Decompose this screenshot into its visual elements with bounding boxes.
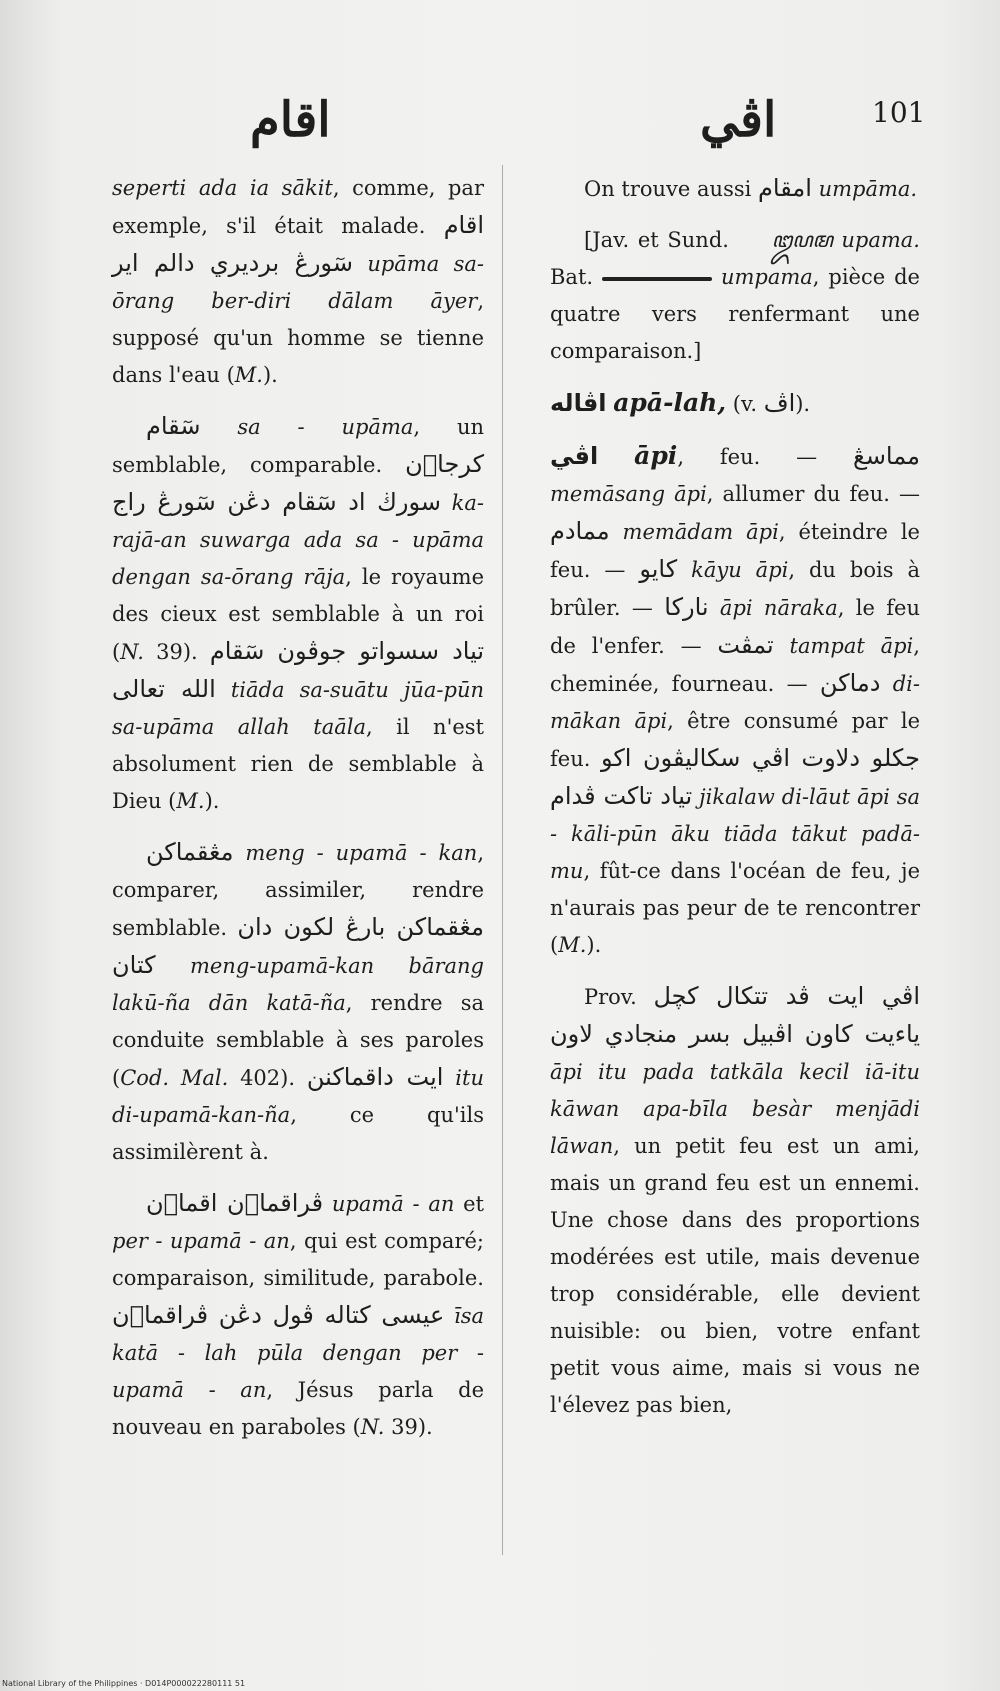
text: et	[454, 1192, 484, 1216]
page-number: 101	[872, 96, 926, 129]
source-abbrev: M.	[558, 933, 587, 957]
arabic-text: تمڤت	[717, 631, 774, 659]
text: ).	[586, 933, 602, 957]
text: , un semblable, comparable.	[112, 415, 484, 477]
left-column	[112, 170, 484, 1460]
italic-text: āpi nāraka	[719, 596, 838, 620]
scan-footer: National Library of the Philippines · D014P000022280111 51	[2, 1679, 246, 1688]
arabic-text: دماكن	[819, 669, 881, 697]
entry-paragraph	[112, 1185, 484, 1446]
source-abbrev: M.	[234, 363, 263, 387]
text: , qui est comparé; comparaison, similitude, parabole.	[112, 1229, 484, 1290]
italic-text: tiāda sa-suātu jūa-pūn sa-upāma allah taāla	[112, 678, 484, 739]
source-abbrev: Cod. Mal.	[120, 1066, 229, 1090]
italic-text: jikalaw di-lāut āpi sa - kāli-pūn āku tiāda tākut padā-mu	[550, 785, 920, 883]
headword: apā-lah,	[613, 388, 727, 417]
italic-text: per - upamā - an	[112, 1229, 290, 1253]
arabic-text: اڤي ايت ڤد تتكال كچل ياءيت كاون اڤبيل بسر منجادي لاون	[550, 982, 920, 1048]
italic-text: ka-rajā-an suwarga ada sa - upāma dengan sa-ōrang rāja	[112, 491, 484, 589]
source-abbrev: N.	[120, 640, 144, 664]
entry-paragraph	[550, 978, 920, 1424]
italic-text: seperti ada ia sākit	[112, 176, 333, 200]
javanese-script: ꦈꦥꦩ	[771, 228, 833, 252]
arabic-text: كرجا٘ن سورڬ اد سٓقام دڠن سٓورڠ راج	[112, 450, 484, 516]
entry-paragraph	[550, 170, 920, 208]
arabic-text: جكلو دلاوت اڤي سكاليڤون اكو تياد تاكت ڤدام	[550, 744, 920, 810]
arabic-text: اقام سٓورڠ برديري دالم اير	[112, 211, 484, 277]
source-abbrev: M.	[176, 789, 205, 813]
italic-text: upāma sa-ōrang ber-diri dālam āyer	[112, 252, 484, 313]
text: , comparer, assimiler, rendre semblable.	[112, 841, 484, 940]
text: Prov.	[584, 985, 637, 1009]
text: 39).	[143, 640, 198, 664]
text: [Jav. et Sund.	[584, 228, 729, 252]
italic-text: āpi itu pada tatkāla kecil iā-itu kāwan apa-bīla besàr menjādi lāwan	[550, 1060, 920, 1158]
arabic-text: كايو	[639, 555, 678, 583]
arabic-text: عيسى كتاله ڤول دڠن ڤراقما٘ن	[112, 1301, 445, 1329]
text: ).	[795, 392, 811, 416]
text: , rendre sa conduite semblable à ses paroles (	[112, 991, 484, 1090]
text: , le feu de l'enfer. —	[550, 596, 921, 658]
batak-script-glyphs	[602, 271, 712, 287]
italic-text: memāsang āpi	[550, 482, 707, 506]
left-running-head: اقام	[250, 92, 331, 148]
arabic-text: امقام	[758, 174, 812, 202]
right-running-head: اڤي	[700, 92, 777, 148]
text: , du bois à brûler. —	[550, 558, 920, 620]
entry-paragraph	[112, 170, 484, 394]
italic-text: di-mākan āpi	[550, 672, 920, 733]
text: , le royaume des cieux est semblable à un roi (	[112, 565, 484, 664]
italic-text: memādam āpi	[622, 520, 779, 544]
entry-paragraph	[112, 834, 484, 1171]
text: , cheminée, fourneau. —	[550, 634, 920, 696]
arabic-text: تياد سسواتو جوڤون سٓقام الله تعالى	[112, 637, 484, 703]
arabic-headword: اڤي	[550, 442, 599, 470]
italic-text: sa - upāma	[237, 415, 414, 439]
entry-paragraph	[550, 437, 920, 964]
text: ).	[262, 363, 278, 387]
arabic-headword: ڤراقما٘ن اقما٘ن	[146, 1189, 324, 1217]
right-column	[550, 170, 920, 1438]
text: , pièce de quatre vers renfermant une comparaison.]	[550, 265, 920, 363]
arabic-text: مڠقماكن بارڠ لكون دان كتان	[112, 913, 484, 979]
entry-paragraph	[112, 408, 484, 820]
arabic-text: ايت داقماكنن	[306, 1063, 444, 1091]
column-divider	[502, 165, 503, 1555]
text: ).	[204, 789, 220, 813]
arabic-headword: سٓقام	[146, 412, 201, 440]
italic-text: kāyu āpi	[691, 558, 789, 582]
source-abbrev: N.	[360, 1415, 385, 1439]
italic-text: tampat āpi	[789, 634, 914, 658]
italic-text: upama.	[841, 228, 920, 252]
text: , allumer du feu. —	[706, 482, 920, 506]
italic-text: meng - upamā - kan	[245, 841, 478, 865]
headword: āpi	[634, 441, 678, 470]
text: , éteindre le feu. —	[550, 520, 920, 582]
text: , supposé qu'un homme se tienne dans l'eau (	[112, 289, 484, 387]
text: , comme, par exemple, s'il était malade.	[112, 176, 484, 238]
text: Bat.	[550, 265, 594, 289]
text: , il n'est absolument rien de semblable à Dieu (	[112, 715, 484, 813]
text: (v.	[732, 392, 757, 416]
arabic-headword: مڠقماكن	[146, 838, 234, 866]
text: , être consumé par le feu.	[550, 709, 920, 771]
italic-text: upamā - an	[331, 1192, 455, 1216]
italic-text: meng-upamā-kan bārang lakū-ña dān katā-ña	[112, 954, 484, 1015]
italic-text: umpama	[720, 265, 813, 289]
text: , un petit feu est un ami, mais un grand feu est un ennemi. Une chose dans des proportions modérées est utile, mais devenue trop considérable, elle devient nuisible: ou bien, votre enfant petit vous aime, mais si vous ne l'élevez pas bien,	[550, 1134, 920, 1417]
arabic-text: ناركا	[664, 593, 709, 621]
text: , Jésus parla de nouveau en paraboles (	[112, 1378, 484, 1439]
arabic-text: ممادم	[550, 517, 610, 545]
italic-text: itu di-upamā-kan-ña	[112, 1066, 484, 1127]
italic-text: īsa katā - lah pūla dengan per - upamā - an	[112, 1304, 484, 1402]
text: , ce qu'ils assimilèrent à.	[112, 1103, 484, 1164]
entry-paragraph	[550, 384, 920, 423]
text: , fût-ce dans l'océan de feu, je n'aurais pas peur de te rencontrer (	[550, 859, 920, 957]
text: 39).	[384, 1415, 433, 1439]
arabic-headword: اڤاله	[550, 389, 607, 417]
text: , feu. —	[677, 445, 818, 469]
italic-text: umpāma.	[818, 177, 918, 201]
entry-paragraph	[550, 222, 920, 370]
text: 402).	[228, 1066, 296, 1090]
text: On trouve aussi	[584, 177, 752, 201]
arabic-text: مماسڠ	[853, 442, 920, 470]
arabic-text: اڤ	[763, 389, 796, 417]
